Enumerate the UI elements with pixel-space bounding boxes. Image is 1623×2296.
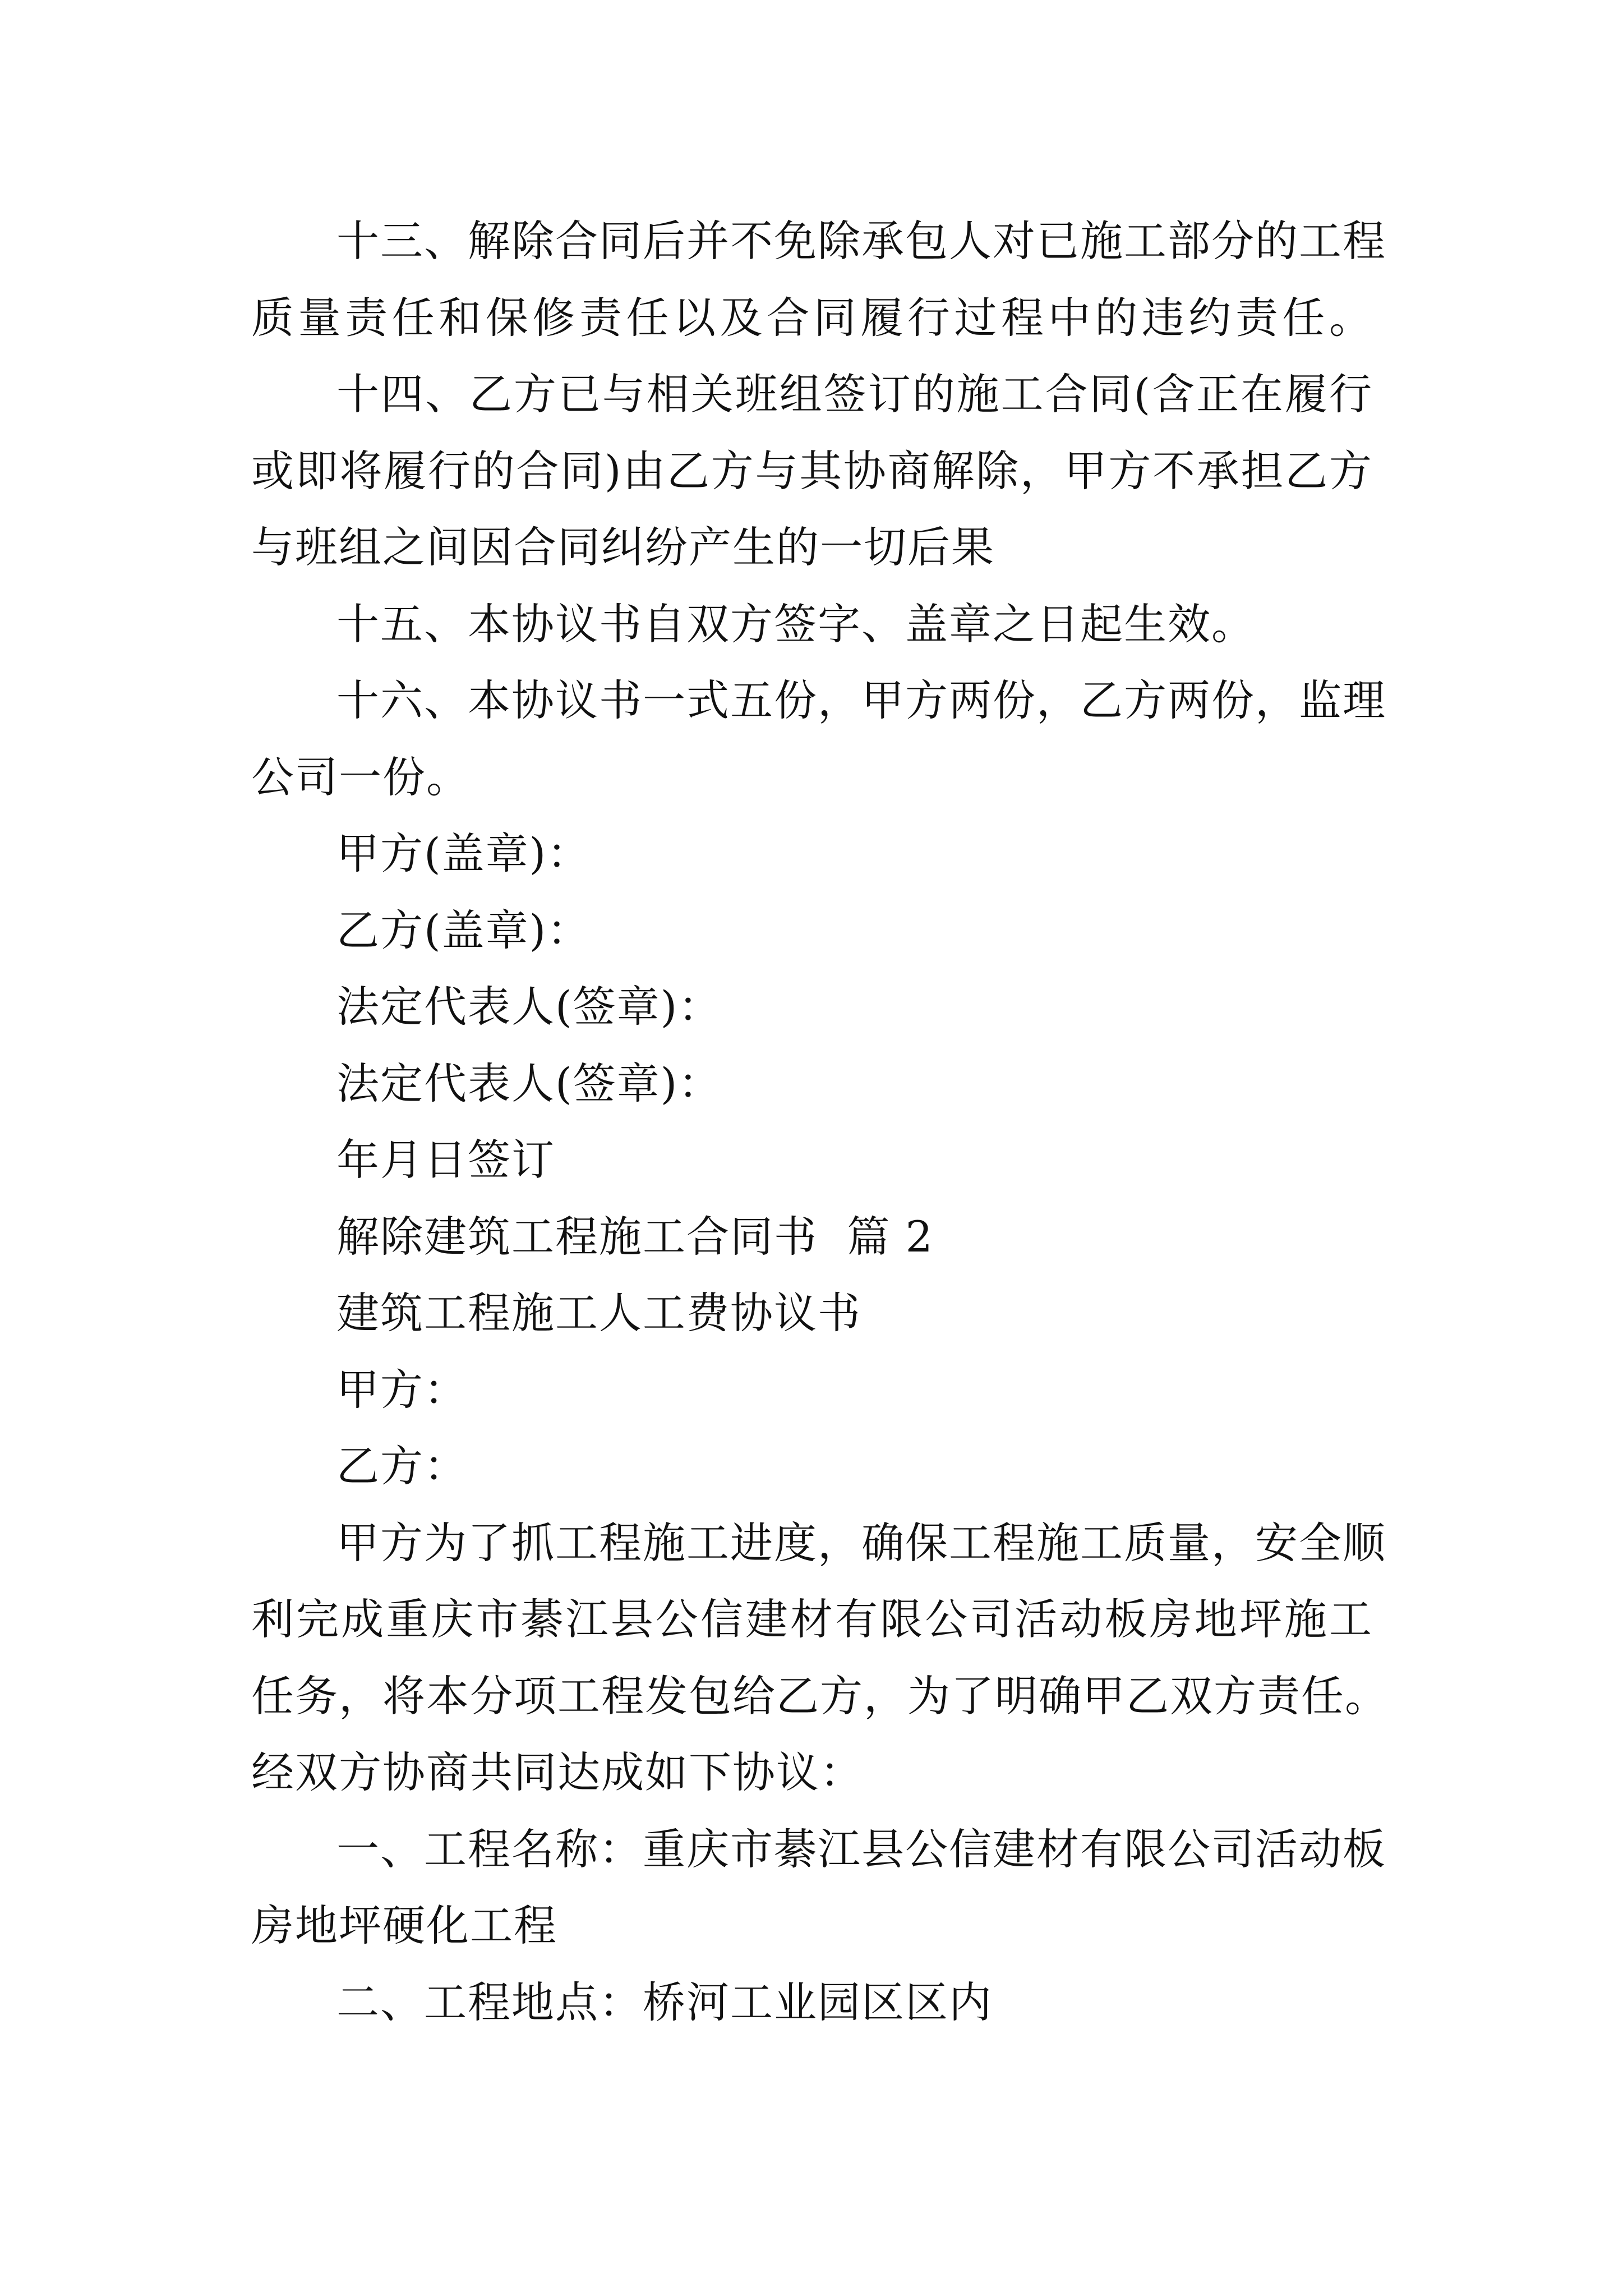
legal-rep-signature-2: 法定代表人(签章)： xyxy=(336,1059,722,1108)
agreement-title: 建筑工程施工人工费协议书 xyxy=(336,1288,861,1338)
clause-15: 十五、本协议书自双方签字、盖章之日起生效。 xyxy=(336,599,1255,649)
preamble-line-1: 甲方为了抓工程施工进度，确保工程施工质量，安全顺 xyxy=(336,1518,1386,1568)
clause-14-line-1: 十四、乙方已与相关班组签订的施工合同(含正在履行 xyxy=(336,369,1373,419)
preamble-line-2: 利完成重庆市綦江县公信建材有限公司活动板房地坪施工 xyxy=(251,1594,1373,1644)
clause-16-line-1: 十六、本协议书一式五份，甲方两份，乙方两份，监理 xyxy=(336,675,1386,725)
project-name-line-1: 一、工程名称：重庆市綦江县公信建材有限公司活动板 xyxy=(336,1824,1386,1874)
preamble-line-4: 经双方协商共同达成如下协议： xyxy=(251,1747,864,1797)
signing-date: 年月日签订 xyxy=(336,1135,555,1185)
project-name-line-2: 房地坪硬化工程 xyxy=(251,1901,557,1950)
party-b-label: 乙方： xyxy=(336,1441,468,1491)
clause-16-line-2: 公司一份。 xyxy=(251,752,470,802)
legal-rep-signature-1: 法定代表人(签章)： xyxy=(336,982,722,1032)
party-b-seal: 乙方(盖章)： xyxy=(336,905,591,955)
clause-14-line-2: 或即将履行的合同)由乙方与其协商解除，甲方不承担乙方 xyxy=(251,446,1373,496)
clause-14-line-3: 与班组之间因合同纠纷产生的一切后果 xyxy=(251,522,995,572)
clause-13-line-1: 十三、解除合同后并不免除承包人对已施工部分的工程 xyxy=(336,216,1386,266)
party-a-seal: 甲方(盖章)： xyxy=(336,829,591,878)
party-a-label: 甲方： xyxy=(336,1365,468,1415)
section-heading: 解除建筑工程施工合同书 篇 2 xyxy=(336,1212,934,1262)
clause-13-line-2: 质量责任和保修责任以及合同履行过程中的违约责任。 xyxy=(251,293,1373,343)
preamble-line-3: 任务，将本分项工程发包给乙方，为了明确甲乙双方责任。 xyxy=(251,1671,1389,1721)
project-location: 二、工程地点：桥河工业园区区内 xyxy=(336,1977,993,2027)
